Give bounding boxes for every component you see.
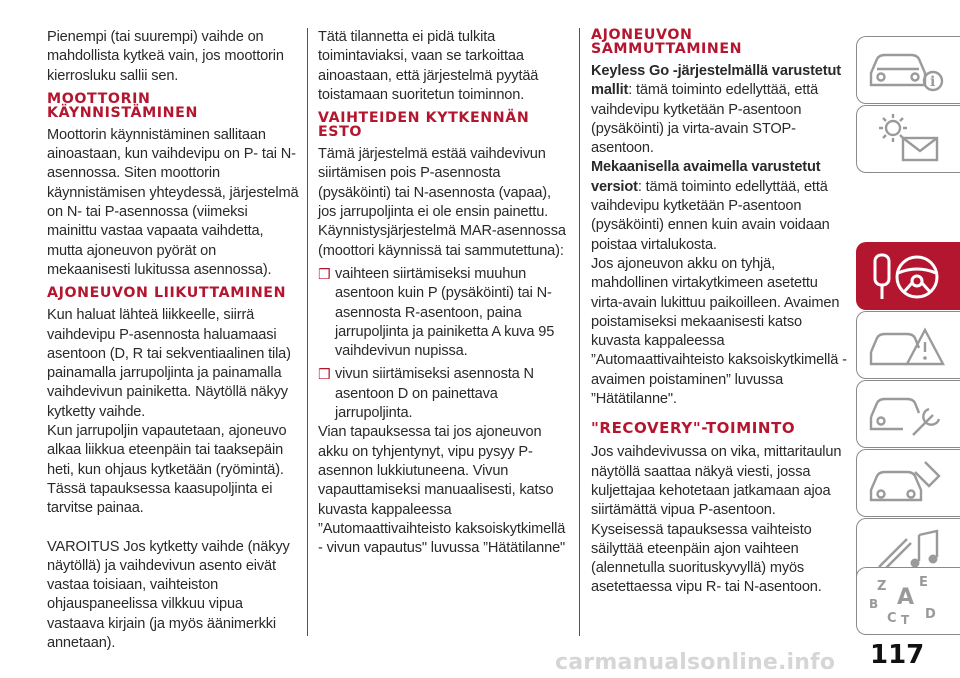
tab-car-info[interactable] bbox=[856, 36, 960, 104]
lever-release-paragraph: Vian tapauksessa tai jos ajoneuvon akku on tyhjentynyt, vipu pysyy P-asennon lukkiutuneena. Vivun vapauttamiseksi manuaalisesti, katso kuvasta kappaleessa ”Automaattivaihteisto kaksoiskytkimellä - vivun vapautus" luvussa ”Hätätilanne" bbox=[318, 424, 566, 557]
engine-start-paragraph: Moottorin käynnistäminen sallitaan ainoastaan, kun vaihdevipu on P- tai N-asennossa. Siten moottorin käynnistämisen yhteydessä, järjestelmä on N- tai P-asennossa (viimeksi mainittu vastaa vapaata vaihdetta, mutta ajoneuvon pyörät on mekaanisesti lukitussa asennossa). bbox=[47, 126, 299, 278]
vehicle-moving-paragraph-2: Kun jarrupoljin vapautetaan, ajoneuvo alkaa liikkua eteenpäin tai taaksepäin heti, kun ohjaus kytketään (ryömintä). Tässä tapauksessa kaasupoljinta ei tarvitse painaa. bbox=[47, 423, 287, 517]
column-right bbox=[591, 28, 847, 601]
car-specs-icon bbox=[867, 456, 947, 512]
tab-technical-data[interactable] bbox=[856, 449, 960, 517]
tab-emergency[interactable] bbox=[856, 311, 960, 379]
mechanical-key-text: : tämä toiminto edellyttää, että vaihdevipu kytketään P-asentoon (pysäköinti) ennen kuin avain voidaan poistaa virtalukosta. bbox=[591, 178, 830, 253]
keyless-text: : tämä toiminto edellyttää, että vaihdevipu kytketään P-asentoon (pysäköinti) ja virta-avain STOP-asentoon. bbox=[591, 82, 819, 157]
tab-index[interactable] bbox=[856, 567, 960, 635]
warning-paragraph: VAROITUS Jos kytketty vaihde (näkyy näytöllä) ja vaihdevivun asento eivät vastaa toisiaan, vaihteiston ohjauspaneelissa vilkkuu vipua vastaava kirjain (ja myös äänimerkki annetaan). bbox=[47, 538, 290, 652]
column-middle bbox=[318, 28, 573, 561]
heading-vehicle-stop: AJONEUVON SAMMUTTAMINEN bbox=[591, 27, 743, 57]
keyless-paragraph bbox=[591, 62, 847, 158]
svg-text:i: i bbox=[930, 74, 936, 90]
index-letters-icon bbox=[867, 574, 947, 630]
heading-gear-lock: VAIHTEIDEN KYTKENNÄN ESTO bbox=[318, 110, 530, 141]
column-left bbox=[47, 28, 299, 656]
page-number: 117 bbox=[870, 640, 925, 670]
heading-engine-start: MOOTTORIN KÄYNNISTÄMINEN bbox=[47, 90, 198, 121]
heading-vehicle-moving: AJONEUVON LIIKUTTAMINEN bbox=[47, 285, 287, 302]
tab-warning-lights[interactable] bbox=[856, 105, 960, 173]
mechanical-key-subheading: Mekaanisella avaimella varustetut versiot bbox=[591, 159, 821, 195]
tab-maintenance[interactable] bbox=[856, 380, 960, 448]
recovery-paragraph-1: Jos vaihdevivussa on vika, mittaritaulun näytöllä saattaa näkyä viesti, jossa kuljettajaa kehotetaan jatkamaan ajoa siirtämättä vipua P-asentoon. bbox=[591, 444, 842, 519]
bullet-square-icon: ❒ bbox=[318, 265, 331, 282]
column-divider-2 bbox=[579, 28, 580, 636]
bullet-text-1: vaihteen siirtämiseksi muuhun asentoon kuin P (pysäköinti) tai N-asennosta R-asentoon, paina jarrupoljinta ja painiketta A kuva 95 vaihdevivun nupissa. bbox=[335, 265, 555, 360]
index-letter: D bbox=[925, 607, 936, 622]
watermark: carmanualsonline.info bbox=[555, 650, 836, 675]
index-letter: C bbox=[887, 611, 897, 626]
list-item bbox=[318, 265, 573, 361]
system-request-paragraph: Tätä tilannetta ei pidä tulkita toimintaviaksi, vaan se tarkoittaa ainoastaan, että järjestelmä pyytää toistamaan suoritetun toiminnon. bbox=[318, 29, 539, 103]
index-letter: E bbox=[919, 575, 928, 590]
bullet-square-icon: ❒ bbox=[318, 366, 331, 383]
index-letter: Z bbox=[877, 579, 887, 594]
column-divider-1 bbox=[307, 28, 308, 636]
keyless-subheading: Keyless Go -järjestelmällä varustetut mallit bbox=[591, 63, 841, 99]
index-letter: B bbox=[869, 597, 879, 611]
battery-paragraph: Jos ajoneuvon akku on tyhjä, mahdollinen virtakytkimeen asetettu virta-avain lukittuu paikoilleen. Avaimen poistamiseksi mekaanisesti katso kuvasta kappaleessa ”Automaattivaihteisto kaksoiskytkimellä - avaimen poistaminen” luvussa ”Hätätilanne". bbox=[591, 255, 847, 408]
mechanical-key-paragraph bbox=[591, 158, 847, 254]
intro-paragraph: Pienempi (tai suurempi) vaihde on mahdollista kytkeä vain, jos moottorin kierrosluku sallii sen. bbox=[47, 29, 284, 84]
car-info-icon bbox=[867, 43, 947, 99]
gear-lock-paragraph: Tämä järjestelmä estää vaihdevivun siirtämisen pois P-asennosta (pysäköinti) tai N-asennosta (vapaa), jos jarrupoljinta ei ole ensin painettu. Käynnistysjärjestelmä MAR-asennossa (moottori käynnissä tai sammutettuna): bbox=[318, 146, 566, 259]
tab-starting-driving[interactable] bbox=[856, 242, 960, 310]
index-letter: A bbox=[897, 585, 915, 610]
car-warning-icon bbox=[867, 318, 947, 374]
list-item bbox=[318, 365, 573, 423]
key-steering-wheel-icon bbox=[867, 249, 947, 305]
vehicle-moving-paragraph-1: Kun haluat lähteä liikkeelle, siirrä vaihdevipu P-asennosta haluamaasi asentoon (D, R tai sekventiaalinen tila) painamalla jarrupoljinta ja painamalla vaihdevivun painiketta. Näytöllä näkyy kytketty vaihde. bbox=[47, 307, 291, 420]
bullet-text-2: vivun siirtämiseksi asennosta N asentoon D on painettava jarrupoljinta. bbox=[335, 366, 534, 422]
recovery-paragraph-2: Kyseisessä tapauksessa vaihteisto säilyttää eteenpäin ajon vaihteen (alennetulla suorituskyvyllä) myös asetettaessa vipu R- tai N-asentoon. bbox=[591, 521, 822, 596]
heading-recovery: "RECOVERY"-TOIMINTO bbox=[591, 419, 796, 438]
warning-lights-icon bbox=[867, 112, 947, 168]
index-letter: T bbox=[901, 613, 910, 627]
car-service-icon bbox=[867, 387, 947, 443]
